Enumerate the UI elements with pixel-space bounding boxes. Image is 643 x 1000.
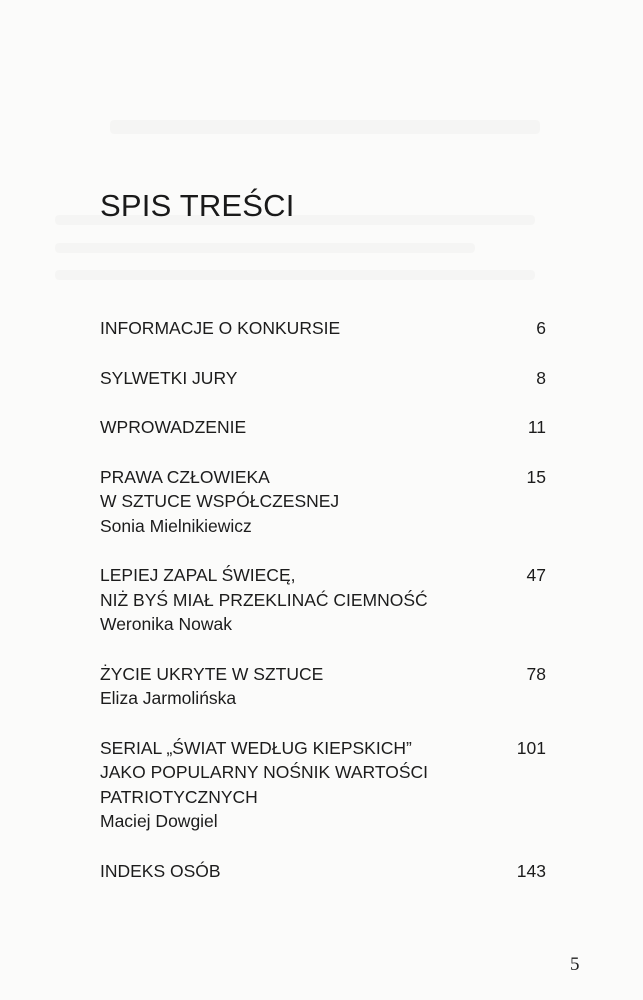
toc-entry[interactable]	[100, 415, 546, 440]
entry-title: INFORMACJE O KONKURSIE	[100, 318, 341, 338]
page-number: 15	[526, 466, 546, 487]
entry-title: ŻYCIE UKRYTE W SZTUCE	[100, 663, 324, 684]
toc-entry[interactable]	[100, 736, 546, 834]
entry-author: Weronika Nowak	[100, 614, 232, 634]
entry-author: Maciej Dowgiel	[100, 811, 218, 831]
page-number: 143	[516, 860, 546, 881]
page-number: 6	[536, 318, 546, 338]
entry-title: PRAWA CZŁOWIEKA	[100, 466, 270, 487]
entry-title: LEPIEJ ZAPAL ŚWIECĘ,	[100, 565, 296, 585]
entry-author: Eliza Jarmolińska	[100, 688, 237, 708]
show-through	[110, 120, 540, 134]
entry-author: Sonia Mielnikiewicz	[100, 515, 252, 536]
page-title: SPIS TREŚCI	[100, 188, 295, 223]
toc-entry[interactable]	[100, 563, 546, 637]
entry-title: WPROWADZENIE	[100, 417, 247, 437]
entry-title: NIŻ BYŚ MIAŁ PRZEKLINAĆ CIEMNOŚĆ	[100, 589, 428, 610]
show-through	[55, 270, 535, 280]
page-number: 8	[536, 367, 546, 388]
toc-entry[interactable]	[100, 366, 546, 391]
table-of-contents	[100, 316, 546, 908]
entry-title: JAKO POPULARNY NOŚNIK WARTOŚCI	[100, 762, 429, 782]
toc-entry[interactable]	[100, 316, 546, 341]
toc-entry[interactable]	[100, 859, 546, 884]
entry-title: W SZTUCE WSPÓŁCZESNEJ	[100, 491, 340, 511]
entry-title: SYLWETKI JURY	[100, 367, 238, 388]
entry-title: INDEKS OSÓB	[100, 860, 221, 881]
page-number: 11	[527, 417, 546, 437]
entry-title: SERIAL „ŚWIAT WEDŁUG KIEPSKICH”	[100, 737, 412, 758]
page-number: 101	[516, 737, 546, 758]
entry-title: PATRIOTYCZNYCH	[100, 786, 258, 807]
page-number: 78	[526, 663, 546, 684]
toc-entry[interactable]	[100, 662, 546, 711]
toc-entry[interactable]	[100, 465, 546, 539]
page-number: 47	[526, 565, 546, 585]
show-through	[55, 243, 475, 253]
folio-page-number: 5	[570, 954, 580, 975]
